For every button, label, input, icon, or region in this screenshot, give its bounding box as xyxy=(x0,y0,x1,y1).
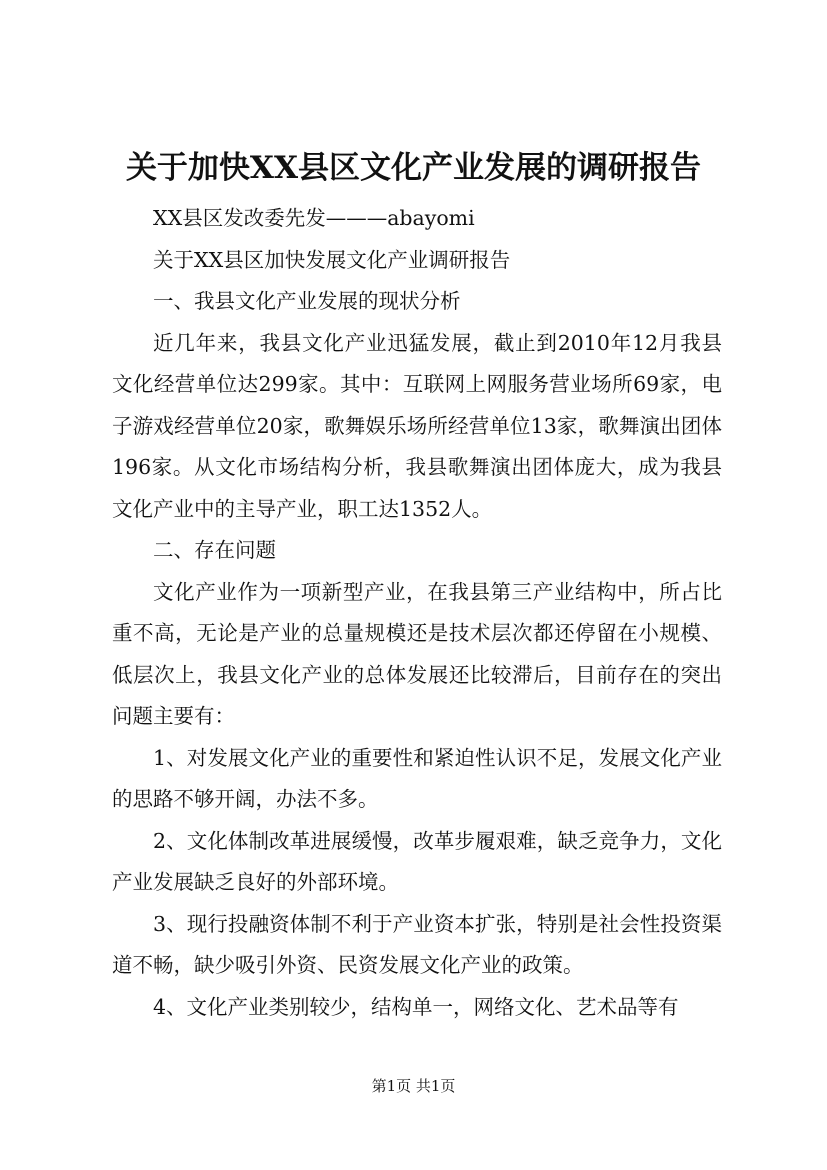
paragraph-subtitle: 关于XX县区加快发展文化产业调研报告 xyxy=(153,247,511,272)
paragraph-status: 近几年来，我县文化产业迅猛发展，截止到2010年12月我县文化经营单位达299家。其中：互联网上网服务营业场所69家，电子游戏经营单位20家，歌舞娱乐场所经营单位13家，歌舞演出团体196家。从文化市场结构分析，我县歌舞演出团体庞大，成为我县文化产业中的主导产业，职工达1352人。 xyxy=(112,330,722,521)
problem-item-4: 4、文化产业类别较少，结构单一，网络文化、艺术品等有 xyxy=(153,994,679,1019)
problem-item-1: 1、对发展文化产业的重要性和紧迫性认识不足，发展文化产业的思路不够开阔，办法不多。 xyxy=(112,745,722,811)
paragraph-author: XX县区发改委先发———abayomi xyxy=(153,206,475,230)
section-heading-status: 一、我县文化产业发展的现状分析 xyxy=(153,289,461,313)
document-body xyxy=(112,198,722,1028)
paragraph-problems: 文化产业作为一项新型产业，在我县第三产业结构中，所占比重不高，无论是产业的总量规模还是技术层次都还停留在小规模、低层次上，我县文化产业的总体发展还比较滞后，目前存在的突出问题主要有： xyxy=(112,579,722,728)
document-title: 关于加快XX县区文化产业发展的调研报告 xyxy=(125,150,702,186)
section-heading-problems: 二、存在问题 xyxy=(153,538,276,562)
page-footer: 第1页 共1页 xyxy=(371,1077,456,1095)
problem-item-2: 2、文化体制改革进展缓慢，改革步履艰难，缺乏竞争力，文化产业发展缺乏良好的外部环境。 xyxy=(112,828,722,894)
problem-item-3: 3、现行投融资体制不利于产业资本扩张，特别是社会性投资渠道不畅，缺少吸引外资、民资发展文化产业的政策。 xyxy=(112,911,722,977)
